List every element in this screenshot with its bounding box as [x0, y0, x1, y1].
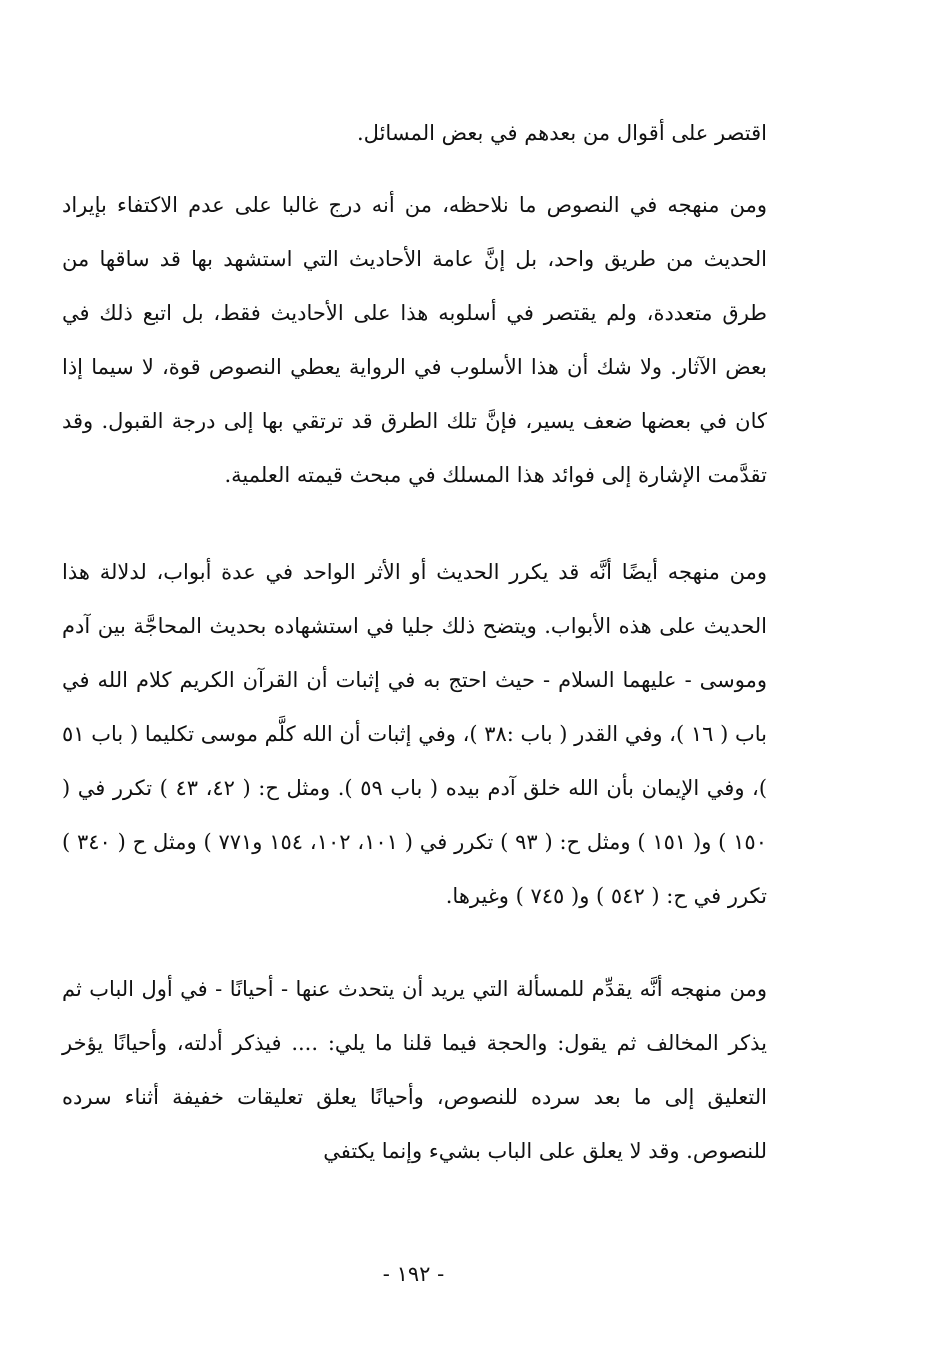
paragraph-4: ومن منهجه أنَّه يقدِّم للمسألة التي يريد أن يتحدث عنها - أحيانًا - في أول الباب ثم يذكر المخالف ثم يقول: والحجة فيما قلنا ما يلي: .... فيذكر أدلته، وأحيانًا يؤخر التعليق إلى ما بعد سرده للنصوص، وأحيانًا يعلق تعليقات خفيفة أثناء سرده للنصوص. وقد لا يعلق على الباب بشيء وإنما يكتفي — [62, 977, 767, 1163]
page-number: - ١٩٢ - — [382, 1262, 445, 1286]
paragraph-3: ومن منهجه أيضًا أنَّه قد يكرر الحديث أو الأثر الواحد في عدة أبواب، لدلالة هذا الحديث على هذه الأبواب. ويتضح ذلك جليا في استشهاده بحديث المحاجَّة بين آدم وموسى - عليهما السلام - حيث احتج به في إثبات أن القرآن الكريم كلام الله في باب ( ١٦ )، وفي القدر ( باب :٣٨ )، وفي إثبات أن الله كلَّم موسى تكليما ( باب ٥١ )، وفي الإيمان بأن الله خلق آدم بيده ( باب ٥٩ ). ومثل ح: ( ٤٢، ٤٣ ) تكرر في ( ١٥٠ ) و( ١٥١ ) ومثل ح: ( ٩٣ ) تكرر في ( ١٠١، ١٠٢، ١٥٤ و٧٧١ ) ومثل ح ( ٣٤٠ ) تكرر في ح: ( ٥٤٢ ) و( ٧٤٥ ) وغيرها. — [62, 560, 768, 908]
paragraph-2: ومن منهجه في النصوص ما نلاحظه، من أنه درج غالبا على عدم الاكتفاء بإيراد الحديث من طريق واحد، بل إنَّ عامة الأحاديث التي استشهد بها قد ساقها من طرق متعددة، ولم يقتصر في أسلوبه هذا على الأحاديث فقط، بل اتبع ذلك في بعض الآثار. ولا شك أن هذا الأسلوب في الرواية يعطي النصوص قوة، لا سيما إذا كان في بعضها ضعف يسير، فإنَّ تلك الطرق قد ترتقي بها إلى درجة القبول. وقد تقدَّمت الإشارة إلى فوائد هذا المسلك في مبحث قيمته العلمية. — [62, 193, 767, 487]
paragraph-1: اقتصر على أقوال من بعدهم في بعض المسائل. — [357, 121, 767, 145]
